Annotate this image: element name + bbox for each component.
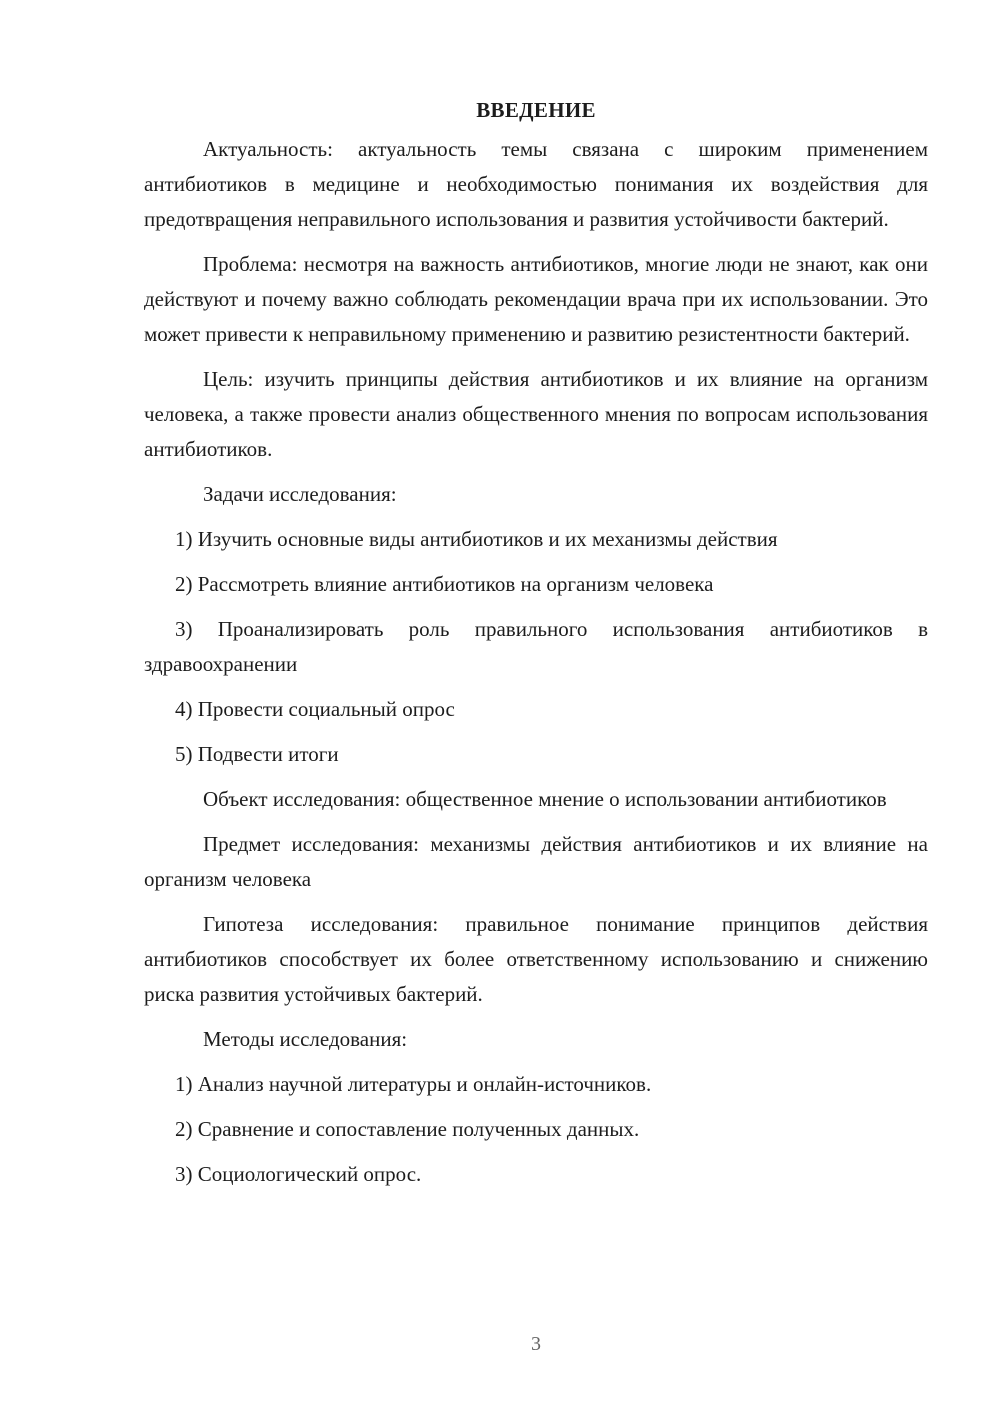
hypothesis-paragraph: Гипотеза исследования: правильное понимание принципов действия антибиотиков способствует их более ответственному использованию и снижению риска развития устойчивых бактерий.: [144, 912, 928, 1006]
subject-paragraph: Предмет исследования: механизмы действия антибиотиков и их влияние на организм человека: [144, 832, 928, 891]
tasks-title: Задачи исследования:: [203, 482, 397, 506]
section-heading: ВВЕДЕНИЕ: [476, 98, 596, 122]
problem-paragraph: Проблема: несмотря на важность антибиотиков, многие люди не знают, как они действуют и почему важно соблюдать рекомендации врача при их использовании. Это может привести к неправильному применению и развитию резистентности бактерий.: [144, 252, 928, 346]
method-item: 2) Сравнение и сопоставление полученных данных.: [175, 1117, 640, 1141]
task-item: 4) Провести социальный опрос: [175, 697, 455, 721]
task-item: 1) Изучить основные виды антибиотиков и их механизмы действия: [175, 527, 778, 551]
method-item: 1) Анализ научной литературы и онлайн-источников.: [175, 1072, 652, 1096]
task-item: 5) Подвести итоги: [175, 742, 339, 766]
task-item: 3) Проанализировать роль правильного использования антибиотиков в здравоохранении: [144, 617, 928, 676]
goal-paragraph: Цель: изучить принципы действия антибиотиков и их влияние на организм человека, а также провести анализ общественного мнения по вопросам использования антибиотиков.: [144, 367, 928, 461]
task-item: 2) Рассмотреть влияние антибиотиков на организм человека: [175, 572, 714, 596]
method-item: 3) Социологический опрос.: [175, 1162, 422, 1186]
document-page: [144, 92, 928, 1192]
methods-title: Методы исследования:: [203, 1027, 408, 1051]
relevance-paragraph: Актуальность: актуальность темы связана с широким применением антибиотиков в медицине и необходимостью понимания их воздействия для предотвращения неправильного использования и развития устойчивости бактерий.: [144, 137, 928, 231]
object-paragraph: Объект исследования: общественное мнение о использовании антибиотиков: [203, 787, 887, 811]
page-number: 3: [531, 1333, 541, 1355]
